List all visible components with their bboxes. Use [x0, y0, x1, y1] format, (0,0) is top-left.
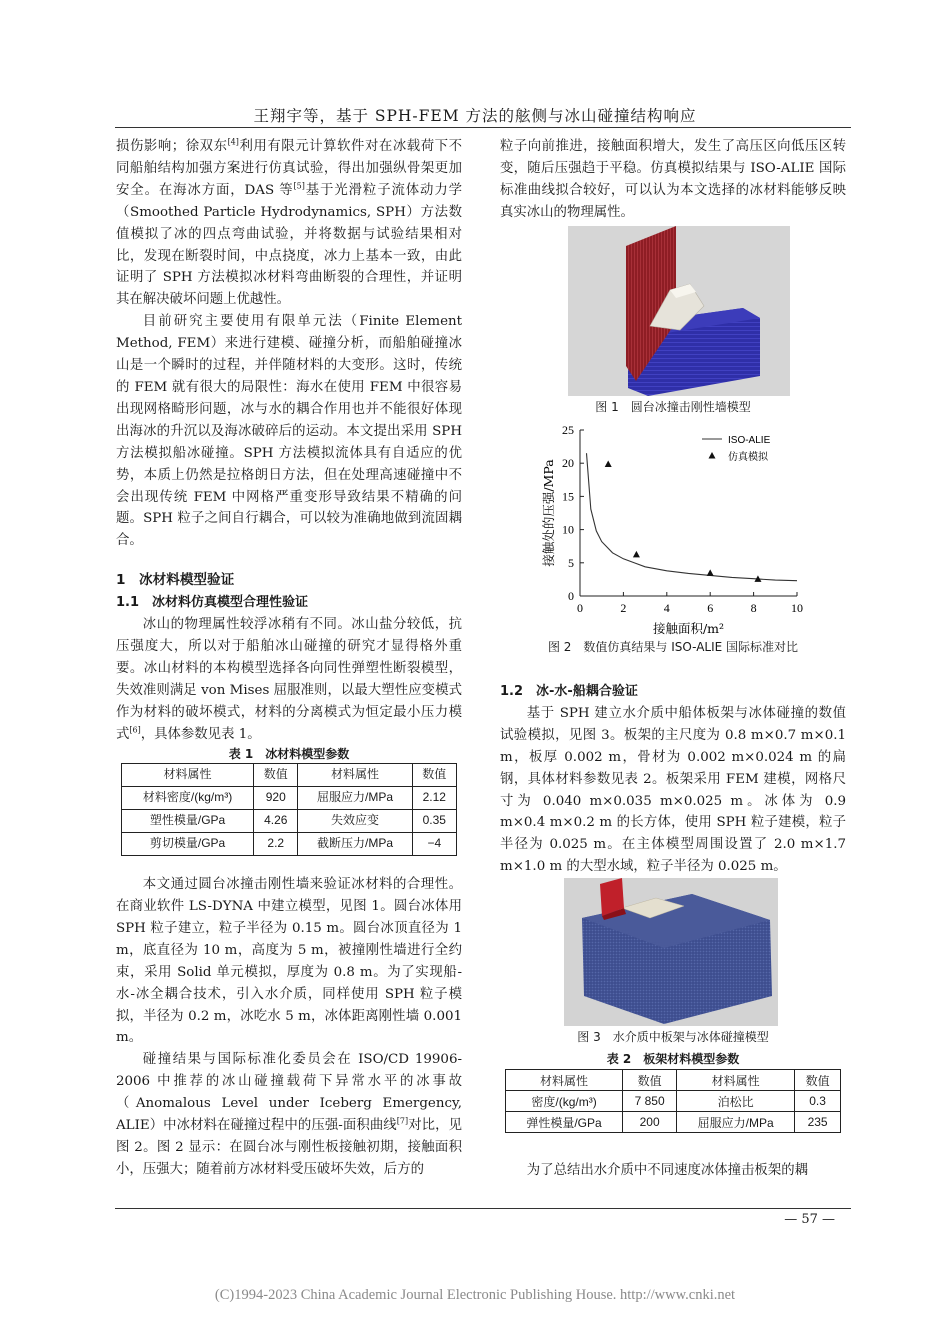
table1-caption: 表 1 冰材料模型参数 [228, 747, 350, 762]
legend-marker-swatch [709, 452, 716, 459]
text-run: 碰撞结果与国际标准化委员会在 ISO/CD 19906-2006 中推荐的冰山碰撞载荷下异常水平的冰事故（Anomalous Level under Iceberg Emergency, ALIE）中冰材料在碰撞过程中的压强-面积曲线 [116, 1052, 462, 1134]
running-header: 王翔宇等，基于 SPH-FEM 方法的舷侧与冰山碰撞结构响应 [253, 107, 697, 125]
y-tick-label: 20 [562, 456, 574, 471]
table-cell: 7 850 [623, 1091, 677, 1112]
x-tick-label: 6 [707, 601, 714, 615]
x-tick-label: 0 [577, 601, 583, 615]
table-cell: 截断压力/MPa [298, 833, 412, 856]
series-iso-alie-line [587, 453, 798, 581]
paragraph-coupling: 基于 SPH 建立水介质中船体板架与冰体碰撞的数值试验模拟，见图 3。板架的主尺度为 0.8 m×0.7 m×0.1 m，板厚 0.002 m，骨材为 0.002 m×0.024 m 的扁钢，具体材料参数见表 2。板架采用 FEM 建模，网格尺寸为 0.040 m×0.035 m×0.025 m。冰体为 0.9 m×0.4 m×0.2 m 的长方体，使用 SPH 粒子建模，粒子半径为 0.025 m。在主体模型周围设置了 2.0 m×1.7 m×1.0 m 的大型水域，粒子半径为 0.025 m。 [500, 705, 846, 875]
table-cell: 0.3 [795, 1091, 841, 1112]
table-row [122, 787, 457, 810]
figure1-caption: 图 1 圆台冰撞击刚性墙模型 [595, 400, 751, 414]
table-cell: 塑性模量/GPa [122, 810, 254, 833]
y-tick-label: 0 [568, 589, 574, 603]
text-run: 对比，见图 2。图 2 显示：在圆台冰与刚性板接触初期，接触面积小，压强大；随着前方冰材料受压破坏失效，后方的 [116, 1118, 463, 1177]
table-cell: 泊松比 [677, 1091, 795, 1112]
table1-ice-params [121, 763, 457, 856]
paragraph-frustum-model: 本文通过圆台冰撞击刚性墙来验证冰材料的合理性。在商业软件 LS-DYNA 中建立模型，见图 1。圆台冰体用 SPH 粒子建立，粒子半径为 0.15 m。圆台冰顶直径为 1 m，底直径为 10 m，高度为 5 m，被撞刚性墙进行全约束，采用 Solid 单元模拟，厚度为 0.8 m。为了实现船-水-冰全耦合技术，引入水介质，同样使用 SPH 粒子模拟，半径为 0.2 m，冰吃水 5 m，冰体距离刚性墙 0.001 m。 [116, 877, 462, 1046]
table-cell: 密度/(kg/m³) [506, 1091, 623, 1112]
series-simulation-point [633, 551, 640, 558]
series-simulation-point [605, 461, 612, 468]
text-run: 利用有限元计算软件对在冰载荷下不同船舶结构加强方案进行仿真试验，得出加强纵骨架更加安全。在海冰方面，DAS 等 [116, 139, 463, 198]
table-cell: 材料属性 [506, 1070, 623, 1091]
text-run: ，具体参数见表 1。 [140, 726, 261, 742]
table-row [506, 1070, 841, 1091]
table-cell: 材料属性 [122, 764, 254, 787]
citation-ref: [7] [396, 1116, 409, 1126]
table-cell: 屈服应力/MPa [677, 1112, 795, 1133]
paragraph-ice-model [116, 614, 462, 745]
header-rule [115, 127, 851, 128]
x-tick-label: 10 [791, 601, 803, 615]
table-row [122, 833, 457, 856]
y-tick-label: 5 [568, 555, 574, 570]
table-cell: 材料属性 [677, 1070, 795, 1091]
x-tick-label: 2 [620, 601, 627, 615]
citation-ref: [6] [129, 725, 141, 735]
x-axis-label: 接触面积/m² [652, 621, 725, 636]
section-heading-1-1: 1.1 冰材料仿真模型合理性验证 [116, 595, 309, 611]
x-tick-label: 4 [663, 601, 670, 615]
table-cell: 数值 [412, 764, 456, 787]
table-cell: 剪切模量/GPa [122, 833, 254, 856]
table-cell: 数值 [254, 764, 298, 787]
right-column [500, 136, 846, 224]
citation-ref: [4] [227, 137, 239, 147]
right-column-3 [500, 1160, 846, 1182]
section-heading-1: 1 冰材料模型验证 [116, 572, 235, 589]
table-cell: 0.35 [412, 810, 456, 833]
figure3-plate-ice-model [564, 878, 778, 1026]
table-cell: 200 [623, 1112, 677, 1133]
left-column [116, 136, 462, 1181]
section-heading-1-2: 1.2 冰-水-船耦合验证 [500, 684, 638, 699]
paragraph-continued: 为了总结出水介质中不同速度冰体撞击板架的耦 [526, 1163, 808, 1178]
paragraph-intro-cont [116, 136, 462, 311]
table-cell: 材料密度/(kg/m³) [122, 787, 254, 810]
y-tick-label: 10 [562, 522, 574, 537]
table-row [122, 810, 457, 833]
table-cell: 数值 [623, 1070, 677, 1091]
table-cell: 材料属性 [298, 764, 412, 787]
table-cell: 920 [254, 787, 298, 810]
table-cell: −4 [412, 833, 456, 856]
table-row [506, 1091, 841, 1112]
y-axis-label: 接触处的压强/MPa [541, 459, 556, 567]
table-row [506, 1112, 841, 1133]
text-run: 基于光滑粒子流体动力学（Smoothed Particle Hydrodynamics, SPH）方法数值模拟了冰的四点弯曲试验，并将数据与试验结果相对比，发现在断裂时间，中点挠度，冰力上基本一致，由此证明了 SPH 方法模拟冰材料弯曲断裂的合理性，并证明其在解决破坏问题上优越性。 [116, 182, 462, 308]
paragraph-iso-compare [116, 1049, 462, 1180]
legend-label-simulation: 仿真模拟 [728, 452, 768, 463]
table-cell: 4.26 [254, 810, 298, 833]
table2-caption: 表 2 板架材料模型参数 [606, 1052, 740, 1066]
table-cell: 屈服应力/MPa [298, 787, 412, 810]
table-cell: 235 [795, 1112, 841, 1133]
citation-ref: [5] [293, 181, 305, 191]
text-run: 损伤影响；徐双东 [116, 139, 228, 154]
legend-label-iso: ISO-ALIE [728, 435, 771, 446]
y-tick-label: 25 [562, 423, 574, 437]
figure1-rigid-wall-model [568, 226, 790, 396]
x-tick-label: 8 [750, 601, 757, 615]
table-cell: 2.12 [412, 787, 456, 810]
table-cell: 弹性模量/GPa [506, 1112, 623, 1133]
table2-plate-params [505, 1069, 841, 1133]
paragraph-fem: 目前研究主要使用有限单元法（Finite Element Method, FEM）来进行建模、碰撞分析，而船舶碰撞冰山是一个瞬时的过程，并伴随材料的大变形。这时，传统的 FEM 就有很大的局限性：海水在使用 FEM 中很容易出现网格畸形问题，冰与水的耦合作用也并不能很好体现出海冰的升沉以及海冰破碎后的运动。本文提出采用 SPH 方法模拟船冰碰撞。SPH 方法模拟流体具有自适应的优势，本质上仍然是拉格朗日方法，但在处理高速碰撞中不会出现传统 FEM 中网格严重变形导致结果不精确的问题。SPH 粒子之间自行耦合，可以较为准确地做到流固耦合。 [116, 314, 462, 549]
figure2-caption: 图 2 数值仿真结果与 ISO-ALIE 国际标准对比 [547, 640, 799, 654]
figure2-pressure-area-chart [520, 422, 820, 637]
footer-rule [115, 1208, 851, 1209]
text-run: 冰山的物理属性较浮冰稍有不同。冰山盐分较低，抗压强度大，所以对于船舶冰山碰撞的研究才显得格外重要。冰山材料的本构模型选择各向同性弹塑性断裂模型，失效准则满足 von Mises 屈服准则，以最大塑性应变模式作为材料的破坏模式，材料的分离模式为恒定最小压力模式 [116, 617, 462, 742]
table-cell: 2.2 [254, 833, 298, 856]
table-cell: 失效应变 [298, 810, 412, 833]
figure3-caption: 图 3 水介质中板架与冰体碰撞模型 [577, 1030, 769, 1044]
copyright-notice: (C)1994-2023 China Academic Journal Electronic Publishing House. http://www.cnki.net [214, 1287, 736, 1303]
table-row [122, 764, 457, 787]
table-cell: 数值 [795, 1070, 841, 1091]
page-number: — 57 — [784, 1212, 835, 1227]
y-tick-label: 15 [562, 489, 574, 504]
series-simulation-point [707, 569, 714, 576]
paragraph-results: 粒子向前推进，接触面积增大，发生了高压区向低压区转变，随后压强趋于平稳。仿真模拟结果与 ISO-ALIE 国际标准曲线拟合较好，可以认为本文选择的冰材料能够反映真实冰山的物理属性。 [500, 139, 846, 220]
right-column-2 [500, 681, 846, 878]
